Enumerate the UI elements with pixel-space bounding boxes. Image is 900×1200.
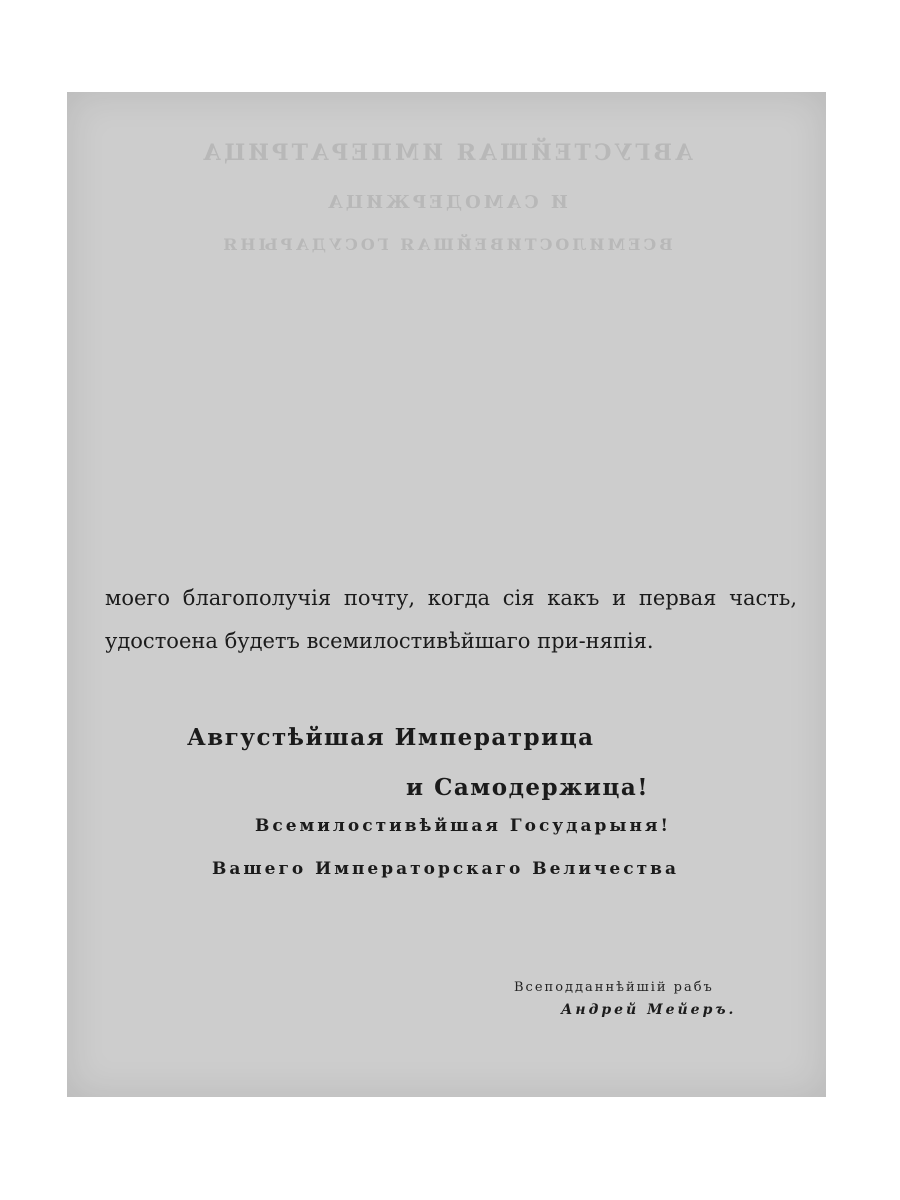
body-paragraph: моего благополучія почту, когда сія какъ и первая часть, удостоена будетъ всемилостивѣйшаго при-няпія.	[105, 586, 797, 653]
show-through-line-2: И САМОДЕРЖИЦА	[325, 192, 568, 213]
address-line-autocrat: и Самодержица!	[406, 774, 649, 801]
address-line-empress: Августѣйшая Императрица	[187, 724, 595, 751]
show-through-line-3: ВСЕМИЛОСТИВЕЙШАЯ ГОСУДАРЫНЯ	[220, 235, 673, 254]
show-through-line-1: АВГУСТЕЙШАЯ ИМПЕРАТРИЦА	[200, 140, 693, 166]
address-line-majesty: Вашего Императорскаго Величества	[212, 859, 679, 879]
signature-name: Андрей Мейеръ.	[561, 1002, 737, 1018]
book-page	[67, 92, 826, 1097]
signature-servant: Всеподданнѣйшій рабъ	[514, 980, 714, 995]
address-line-sovereign: Всемилостивѣйшая Государыня!	[255, 816, 671, 836]
